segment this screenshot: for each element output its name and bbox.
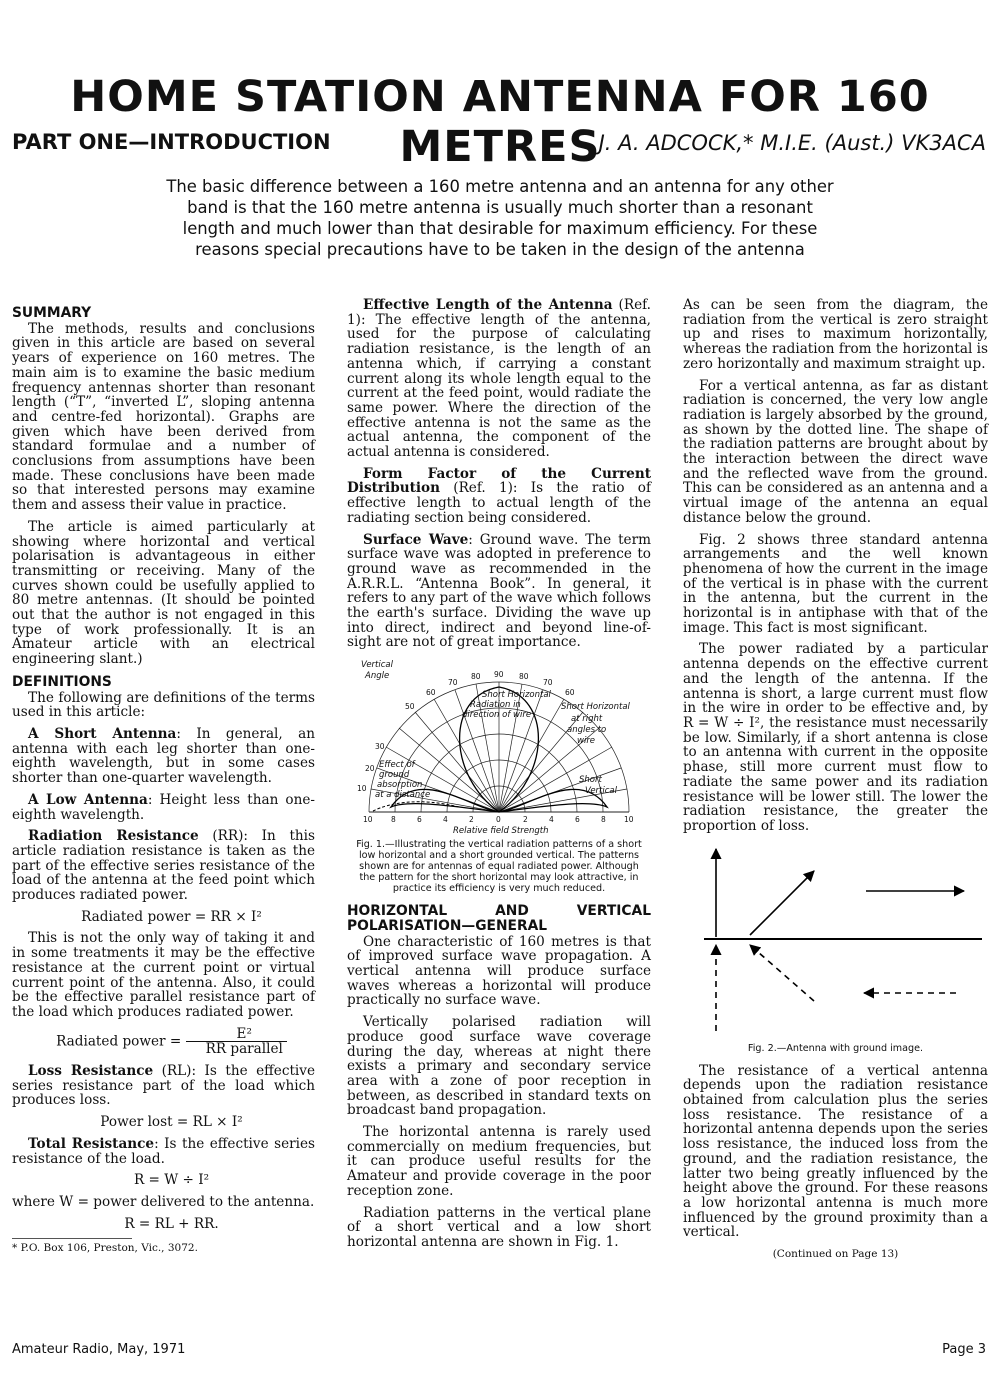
part-heading: PART ONE—INTRODUCTION [12,130,331,154]
fig1-scale-6-left: 6 [417,815,422,825]
intro-standfirst: The basic difference between a 160 metre antenna and an antenna for any other band is that the 160 metre antenna is usually much shorter than a resonant length and much lower than that desirable for maximum efficiency. For these reasons special precautions have to be taken in the design of the antenna [166,177,834,259]
fig1-label-effect-of: Effect of [379,760,415,771]
radiation-resistance-note: This is not the only way of taking it and in some treatments it may be the effective resistance at the current point or virtual current point of the antenna. Also, it could be the effective parallel resistance part of the load which produces radiated power. [12,930,315,1020]
fig1-label-short: Short [579,775,602,786]
col3-paragraph-1: As can be seen from the diagram, the radiation from the vertical is zero straight up and rises to maximum horizontally, whereas the radiation from the horizontal is zero horizontally and maximum straight up. [683,297,988,372]
fig1-scale-10-right: 10 [624,815,634,825]
text-low-antenna: : Height less than one-eighth wavelength. [12,791,315,823]
fig1-label-relative-field-strength: Relative field Strength [453,826,549,837]
polarisation-paragraph-2: Vertically polarised radiation will produce good surface wave coverage during the day, whereas at night there exists a primary and secondary service area with a zone of poor reception in between, as described in standard texts on broadcast band propagation. [347,1014,651,1119]
footer-publication: Amateur Radio, May, 1971 [12,1342,186,1357]
polarisation-paragraph-4: Radiation patterns in the vertical plane of a short vertical and a low short horizontal antenna are shown in Fig. 1. [347,1204,651,1250]
fraction-numerator: E² [186,1027,287,1043]
eq2-left: Radiated power = [56,1033,182,1050]
definition-effective-length [347,298,651,460]
fig2-sloping-antenna-arrow [750,871,814,935]
fig1-angle-80-left: 80 [471,672,481,682]
text-effective-length: (Ref. 1): The effective length of the antenna, used for the purpose of calculating radiation resistance, is the length of an antenna which, if carrying a constant current along its whole length equal to the current at the feed point, would radiate the same power. Where the direction of the effective antenna is not the same as the actual antenna, the component of the actual antenna is considered. [347,297,651,461]
fig1-label-at-right: at right [571,714,603,725]
equation-radiated-power-parallel [12,1027,315,1057]
fig1-label-wire: wire [577,736,596,747]
fig1-label-angle: Angle [365,671,390,682]
footnote: * P.O. Box 106, Preston, Vic., 3072. [12,1238,132,1256]
polarisation-paragraph-1: One characteristic of 160 metres is that of improved surface wave propagation. A vertical antenna will produce surface waves whereas a horizontal will produce practically no surface wave. [347,933,651,1009]
fig1-label-ground: ground [379,770,410,781]
column-1 [12,298,315,1256]
text-short-antenna: : In general, an antenna with each leg shorter than one-eighth wavelength, but in some cases shorter than one-quarter wavelength. [12,725,315,787]
definition-total-resistance [12,1137,315,1166]
fraction-denominator: RR parallel [205,1041,283,1058]
fig1-scale-2-right: 2 [523,815,528,825]
text-surface-wave: : Ground wave. The term surface wave was adopted in preference to ground wave as recommended in the A.R.R.L. “Antenna Book”. In general, it refers to any part of the wave which follows the earth's surface. Dividing the wave up into direct, indirect and beyond line-of-sight are not of great importance. [347,531,651,651]
definition-radiation-resistance [12,829,315,903]
equation-radiated-power: Radiated power = RR × I² [81,908,262,925]
fig1-angle-20: 20 [365,764,375,774]
fraction [186,1027,287,1057]
fig1-scale-8-left: 8 [391,815,396,825]
fig1-scale-6-right: 6 [575,815,580,825]
fig1-angle-70-left: 70 [448,678,458,688]
where-w-text: where W = power delivered to the antenna. [12,1193,315,1210]
fig1-angle-80-right: 80 [519,672,529,682]
term-form-factor: Form Factor of the Current Distribution [347,465,651,497]
definitions-heading: DEFINITIONS [12,673,112,690]
fig2-ground-image-diagram [686,841,986,1041]
col3-paragraph-5: The resistance of a vertical antenna depends upon the radiation resistance obtained from calculation plus the series loss resistance. The resistance of a horizontal antenna depends upon the series loss resistance, the induced loss from the ground, and the radiation resistance, the latter two being greatly influenced by the height above the ground. For these reasons a low horizontal antenna is much more influenced by the ground proximity than a vertical. [683,1062,988,1241]
term-surface-wave: Surface Wave [363,531,469,548]
fig1-label-short-horizontal-right: Short Horizontal [561,702,630,713]
fig1-label-radiation-in: Radiation in [470,700,521,711]
text-radiation-resistance: (RR): In this article radiation resistance is taken as the part of the effective series resistance of the load of the antenna at the feed point which produces radiated power. [12,828,315,904]
col3-paragraph-2: For a vertical antenna, as far as distant radiation is concerned, the very low angle radiation is largely absorbed by the ground, as shown by the dotted line. The shape of the radiation patterns are brought about by the interaction between the direct wave and the reflected wave from the ground. This can be considered as an antenna and a virtual image of the antenna an equal distance below the ground. [683,377,988,526]
fig1-label-absorption: absorption [377,780,423,791]
definition-loss-resistance [12,1064,315,1108]
fig1-angle-50: 50 [405,702,415,712]
fig1-scale-0: 0 [496,815,501,825]
fig1-angle-90: 90 [494,670,504,680]
fig2-caption: Fig. 2.—Antenna with ground image. [747,1042,924,1054]
equation-r-w-i: R = W ÷ I² [133,1172,210,1189]
fig1-angle-60-right: 60 [565,688,575,698]
article-title: HOME STATION ANTENNA FOR 160 METRES [70,72,930,172]
column-3 [683,298,988,1262]
fig1-radiation-pattern-diagram [349,657,649,837]
fig1-angle-30: 30 [375,742,385,752]
continued-note: (Continued on Page 13) [772,1248,899,1261]
fig1-angle-70-right: 70 [543,678,553,688]
column-2 [347,298,651,1257]
fig1-label-vertical: Vertical [361,660,393,671]
term-radiation-resistance: Radiation Resistance [28,828,199,845]
col3-paragraph-3: Fig. 2 shows three standard antenna arrangements and the well known phenomena of how the current in the image of the vertical is in phase with the current in the antenna, but the current in the horizontal is in antiphase with that of the image. This fact is most significant. [683,531,988,636]
footer-page-number: Page 3 [942,1342,986,1357]
text-total-resistance: : Is the effective series resistance of the load. [12,1135,315,1167]
term-total-resistance: Total Resistance [28,1135,155,1152]
polarisation-paragraph-3: The horizontal antenna is rarely used commercially on medium frequencies, but it can produce useful results for the Amateur and provide coverage in the poor reception zone. [347,1124,651,1199]
fig1-label-angles-to: angles to [567,725,607,736]
fig1-scale-4-right: 4 [549,815,554,825]
fig2-sloping-image-arrow [750,945,814,1001]
fig1-angle-60-left: 60 [426,688,436,698]
polarisation-heading: HORIZONTAL AND VERTICAL POLARISATION—GENERAL [347,903,651,934]
fig1-label-at-distance: at a distance [375,790,431,801]
term-loss-resistance: Loss Resistance [28,1063,154,1080]
author-byline: J. A. ADCOCK,* M.I.E. (Aust.) VK3ACA [598,131,986,155]
definitions-intro: The following are definitions of the terms used in this article: [12,689,315,721]
equation-power-lost: Power lost = RL × I² [100,1114,243,1131]
fig1-angle-10: 10 [357,784,367,794]
summary-paragraph-1: The methods, results and conclusions given in this article are based on several years of experience on 160 metres. The main aim is to examine the basic medium frequency antennas shorter than resonant length (“T”, “inverted L”, sloping antenna and centre-fed horizontal). Graphs are given which have been derived from standard formulae and a number of conclusions from assumptions have been made. These conclusions have been made so that interested persons may examine them and assess their value in practice. [12,320,315,514]
term-short-antenna: A Short Antenna [28,725,177,742]
fig1-scale-10-left: 10 [363,815,373,825]
summary-paragraph-2: The article is aimed particularly at showing where horizontal and vertical polarisation is advantageous in either transmitting or receiving. Many of the curves shown could be usefully applied to 80 metre antennas. (It should be pointed out that the author is not engaged in this type of work professionally. It is an Amateur article with an electrical engineering slant.) [12,518,315,668]
text-form-factor: (Ref. 1): Is the ratio of effective length to actual length of the radiating section being considered. [347,480,651,526]
summary-heading: SUMMARY [12,305,92,321]
fig1-scale-2-left: 2 [469,815,474,825]
definition-short-antenna [12,727,315,786]
fig1-label-vertical-pattern: Vertical [585,786,617,797]
definition-form-factor [347,467,651,526]
fig1-label-short-horizontal: Short Horizontal [482,690,551,701]
col3-paragraph-4: The power radiated by a particular antenna depends on the effective current and the length of the antenna. If the antenna is short, a large current must flow in the wire in order to be effective and, by R = W ÷ I², the resistance must necessarily be low. Similarly, if a short antenna is close to an antenna with current in the opposite phase, still more current must flow to radiate the same power and its radiation resistance will be lower still. The lower the radiation resistance, the greater the proportion of loss. [683,641,988,834]
equation-r-sum: R = RL + RR. [124,1215,219,1232]
fig1-label-direction-of-wire: direction of wire [462,710,532,721]
text-loss-resistance: (RL): Is the effective series resistance part of the load which produces loss. [12,1063,315,1109]
fig1-scale-8-right: 8 [601,815,606,825]
definition-low-antenna [12,793,315,822]
definition-surface-wave [347,533,651,651]
term-effective-length: Effective Length of the Antenna [363,297,613,313]
fig1-scale-4-left: 4 [443,815,448,825]
term-low-antenna: A Low Antenna [28,791,148,808]
fig1-caption: Fig. 1.—Illustrating the vertical radiation patterns of a short low horizontal and a short grounded vertical. The patterns shown are for antennas of equal radiated power. Although the pattern for the short horizontal may look attractive, in practice its efficiency is very much reduced. [356,839,642,895]
